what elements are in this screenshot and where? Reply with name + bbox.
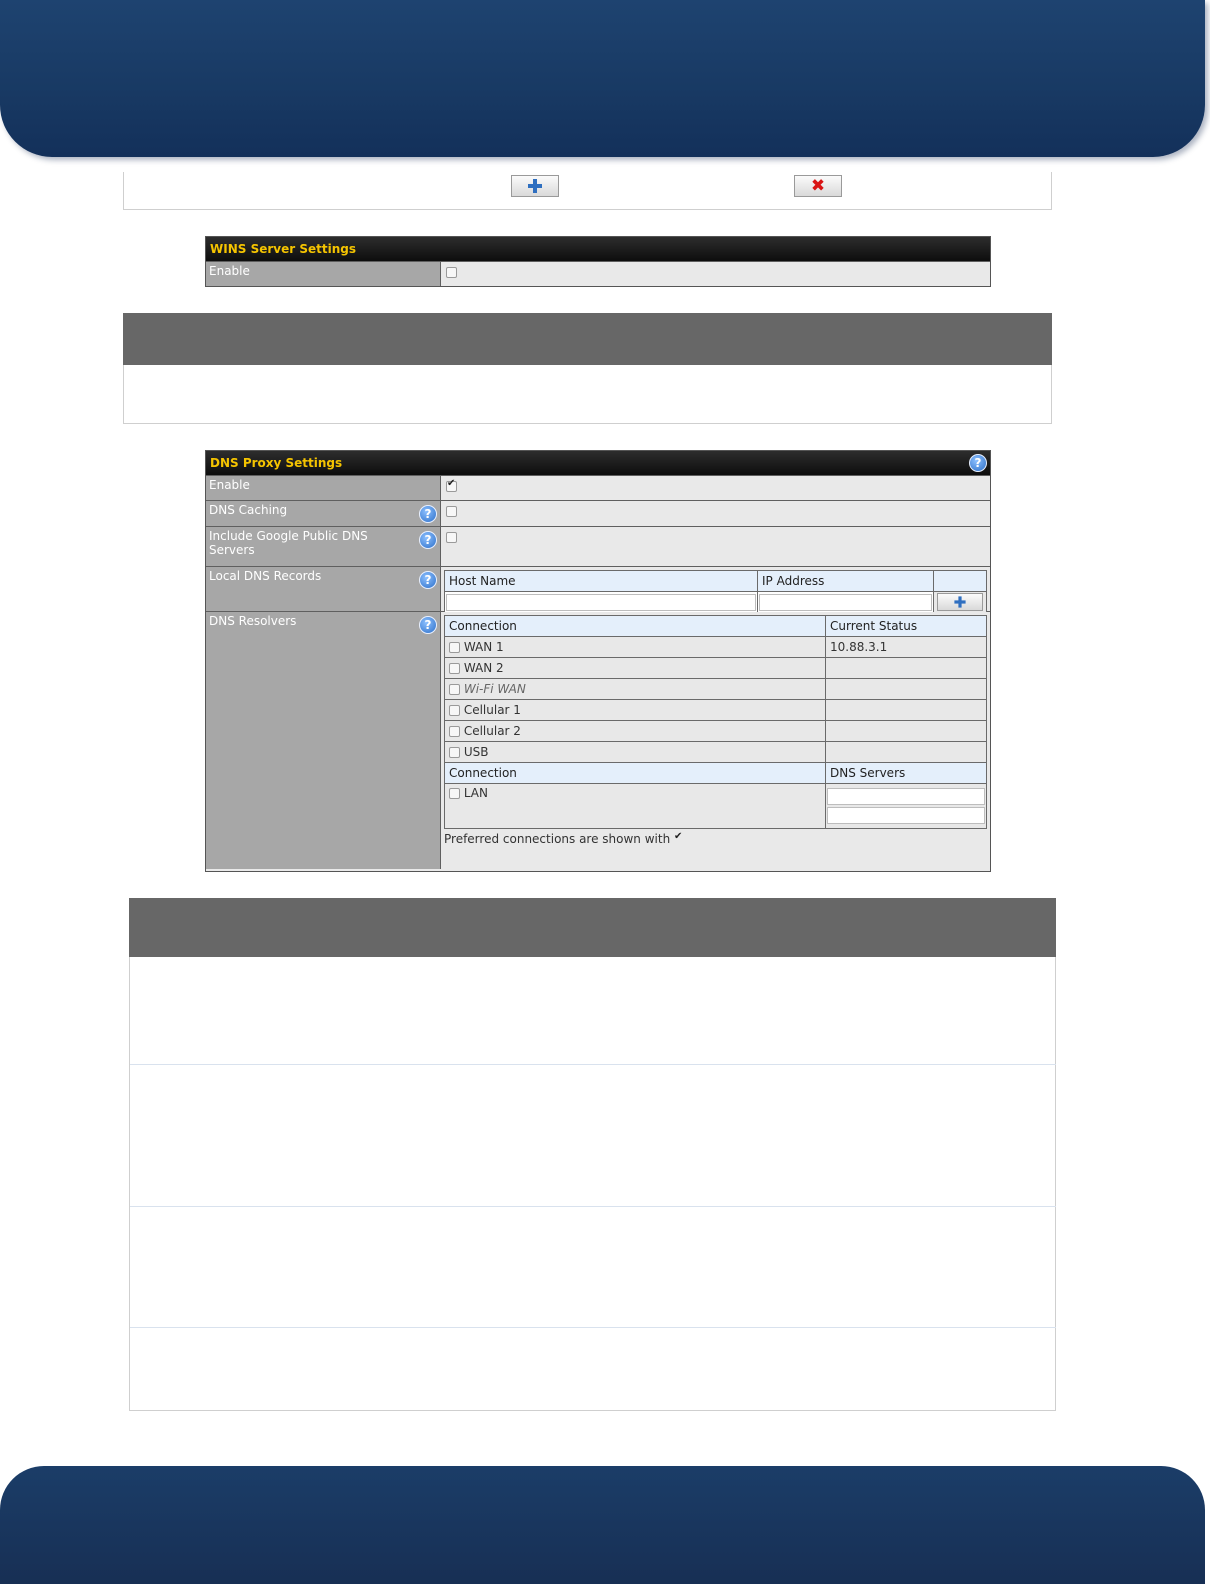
help-icon[interactable]: ? [419,571,437,589]
wins-settings-panel [205,236,991,287]
dns-caching-label [206,501,440,526]
table-row [445,637,987,658]
plus-icon [528,179,542,193]
dns-server-input-2[interactable] [827,807,985,824]
table-row-divider [130,1206,1056,1207]
cellular2-checkbox[interactable] [449,726,460,737]
wins-settings-title: WINS Server Settings [206,237,990,261]
cellular1-checkbox[interactable] [449,705,460,716]
connection-header-2: Connection [445,763,826,784]
local-dns-records-table [444,570,987,613]
host-name-input[interactable] [446,594,756,611]
delete-button[interactable] [794,175,842,197]
connection-name: Wi-Fi WAN [463,682,526,696]
help-icon[interactable]: ? [419,616,437,634]
description-table-header-2 [129,898,1056,958]
google-dns-label-text: Include Google Public DNS Servers [209,529,368,557]
header-banner [0,0,1205,157]
lan-label: LAN [463,786,488,800]
dns-resolvers-label-text: DNS Resolvers [209,614,297,628]
description-table-body [123,365,1052,424]
dns-caching-checkbox[interactable] [446,506,457,517]
connection-status: 10.88.3.1 [826,637,987,658]
table-row-divider [130,1064,1056,1065]
google-dns-label [206,527,440,566]
local-dns-records-label-text: Local DNS Records [209,569,322,583]
dns-servers-header: DNS Servers [826,763,987,784]
ip-address-header: IP Address [758,571,934,592]
dns-proxy-title-text: DNS Proxy Settings [210,456,343,470]
close-icon: ✖ [810,175,826,196]
table-row [445,742,987,763]
connection-name: WAN 2 [463,661,504,675]
wan2-checkbox[interactable] [449,663,460,674]
route-table-row [123,172,1052,210]
add-record-button[interactable] [937,593,983,611]
connection-name: Cellular 1 [463,703,521,717]
table-row [445,658,987,679]
help-icon[interactable]: ? [969,454,987,472]
dns-proxy-title [206,451,990,475]
dns-caching-label-text: DNS Caching [209,503,288,517]
dns-proxy-panel [205,450,991,872]
connection-status [826,679,987,700]
wifi-wan-checkbox [449,684,460,695]
add-button[interactable] [511,175,559,197]
dns-server-input-1[interactable] [827,788,985,805]
connection-status [826,742,987,763]
connection-status [826,658,987,679]
connection-status [826,721,987,742]
connection-name: Cellular 2 [463,724,521,738]
connection-header: Connection [445,616,826,637]
table-row [445,784,987,829]
wins-enable-label: Enable [206,262,440,286]
usb-checkbox[interactable] [449,747,460,758]
wins-enable-checkbox[interactable] [446,267,457,278]
dns-resolvers-table [444,615,987,829]
table-row-divider [130,1327,1056,1328]
current-status-header: Current Status [826,616,987,637]
table-row [445,679,987,700]
preferred-connections-note: Preferred connections are shown with [444,832,671,846]
help-icon[interactable]: ? [419,531,437,549]
description-table-body-2 [129,957,1056,1411]
table-row [445,721,987,742]
ip-address-input[interactable] [759,594,932,611]
table-row [445,700,987,721]
wan1-checkbox[interactable] [449,642,460,653]
host-name-header: Host Name [445,571,758,592]
connection-name: WAN 1 [463,640,504,654]
description-table-header [123,313,1052,366]
google-dns-checkbox[interactable] [446,532,457,543]
local-dns-records-label [206,567,440,611]
dns-enable-checkbox[interactable] [446,481,457,492]
preferred-check-icon [674,835,683,844]
footer-banner [0,1466,1205,1584]
dns-enable-label: Enable [206,476,440,500]
plus-icon [954,596,965,607]
help-icon[interactable]: ? [419,505,437,523]
connection-status [826,700,987,721]
connection-name: USB [463,745,489,759]
dns-resolvers-label [206,612,440,869]
lan-checkbox[interactable] [449,788,460,799]
